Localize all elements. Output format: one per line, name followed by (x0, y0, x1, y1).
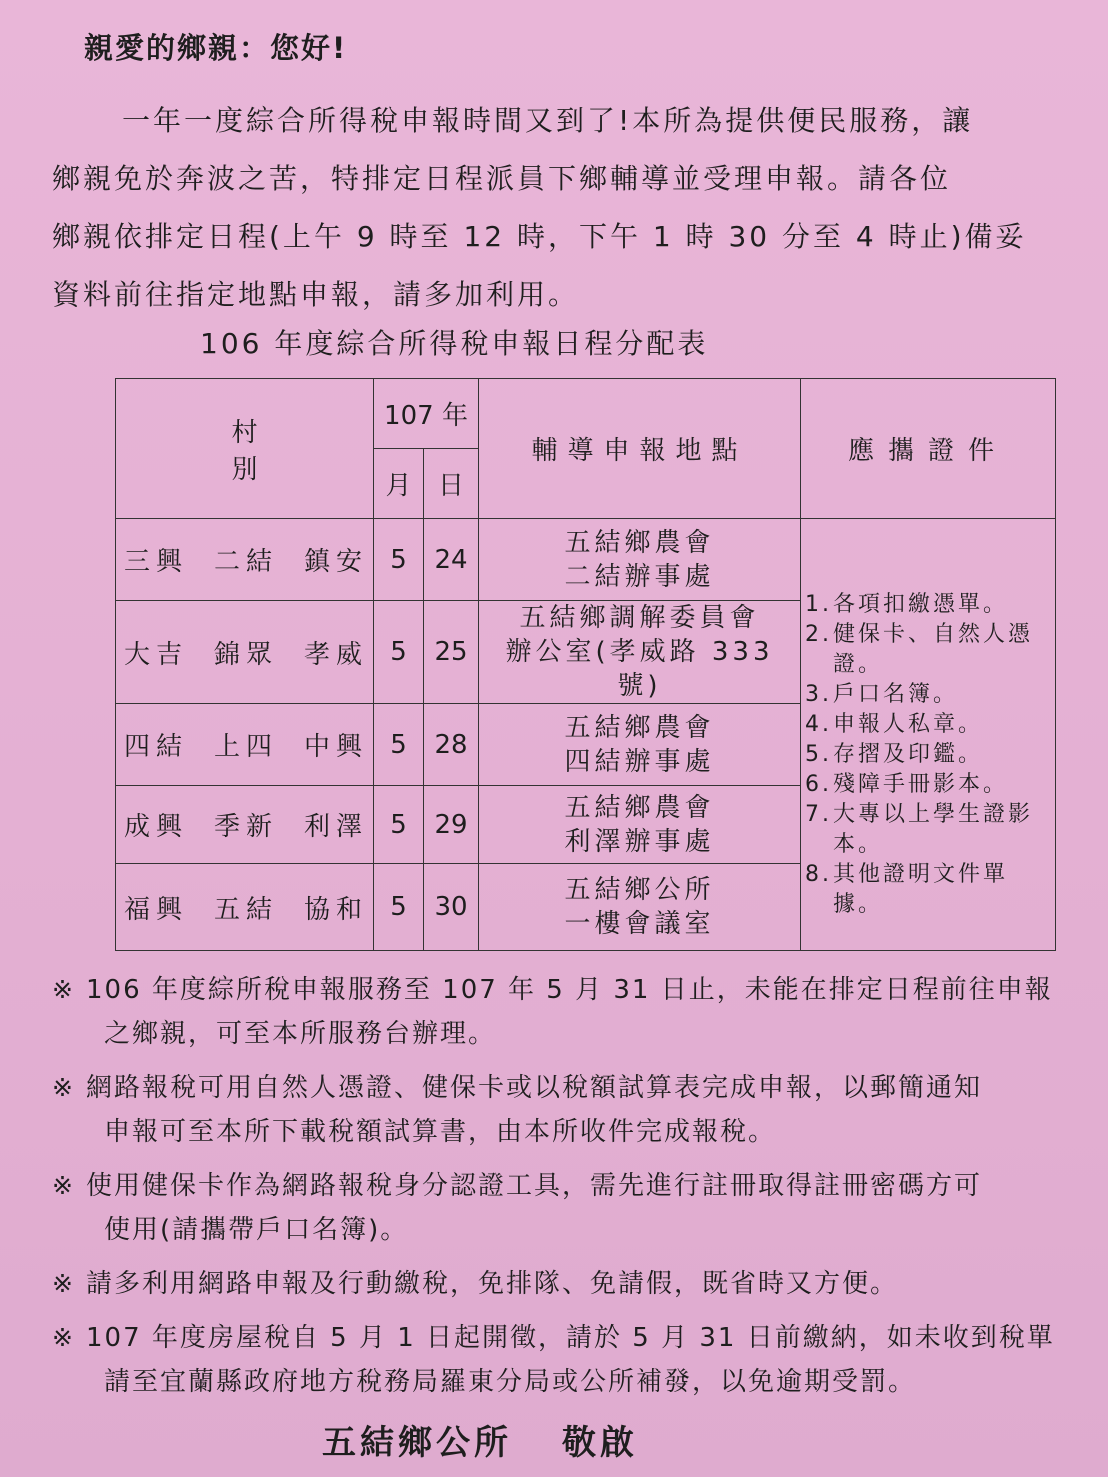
village-name: 三興 (124, 547, 189, 577)
day-cell: 30 (424, 864, 479, 951)
signature-office: 五結鄉公所 (322, 1423, 512, 1463)
location-line: 五結鄉農會 (564, 712, 715, 743)
intro-line: 資料前往指定地點申報，請多加利用。 (52, 278, 580, 311)
village-cell (116, 519, 374, 601)
village-name: 成興 (124, 812, 189, 842)
header-documents: 應攜證件 (801, 379, 1056, 519)
header-location: 輔導申報地點 (479, 379, 801, 519)
village-cell (116, 786, 374, 864)
village-cell (116, 704, 374, 786)
table-header-row (116, 379, 1056, 449)
header-year: 107 年 (374, 379, 479, 449)
note-text: 網路報稅可用自然人憑證、健保卡或以稅額試算表完成申報，以郵簡通知 (86, 1073, 983, 1103)
note-text: 107 年度房屋稅自 5 月 1 日起開徵，請於 5 月 31 日前繳納，如未收到稅單 (86, 1323, 1055, 1353)
intro-line: 一年一度綜合所得稅申報時間又到了!本所為提供便民服務，讓 (122, 104, 974, 137)
month-cell: 5 (374, 601, 424, 704)
location-cell (479, 519, 801, 601)
day-cell: 24 (424, 519, 479, 601)
reference-mark-icon: ※ (52, 1171, 75, 1200)
header-village: 村別 (116, 379, 374, 519)
note-item (52, 1262, 1062, 1306)
document-item: 1. 各項扣繳憑單。 (805, 591, 1009, 617)
day-cell: 28 (424, 704, 479, 786)
month-cell: 5 (374, 864, 424, 951)
document-item: 6. 殘障手冊影本。 (805, 771, 1009, 797)
reference-mark-icon: ※ (52, 975, 75, 1004)
document-item: 7. 大專以上學生證影本。 (805, 801, 1034, 857)
village-name: 季新 (214, 812, 279, 842)
village-name: 鎮安 (304, 547, 369, 577)
location-line: 利澤辦事處 (564, 826, 715, 857)
document-item: 5. 存摺及印鑑。 (805, 741, 984, 767)
month-cell: 5 (374, 519, 424, 601)
schedule-title: 106 年度綜合所得稅申報日程分配表 (200, 327, 709, 360)
note-text: 請多利用網路申報及行動繳稅，免排隊、免請假，既省時又方便。 (86, 1269, 899, 1299)
note-item (52, 1316, 1062, 1404)
village-name: 上四 (214, 732, 279, 762)
note-item (52, 968, 1062, 1056)
reference-mark-icon: ※ (52, 1323, 75, 1352)
header-month: 月 (374, 449, 424, 519)
header-day: 日 (424, 449, 479, 519)
note-item (52, 1066, 1062, 1154)
signature-closing: 敬啟 (562, 1423, 638, 1463)
location-line: 四結辦事處 (564, 746, 715, 777)
village-name: 錦眾 (214, 639, 279, 670)
location-line: 五結鄉調解委員會 (519, 603, 760, 633)
document-item: 8. 其他證明文件單據。 (805, 861, 1009, 917)
intro-line: 鄉親免於奔波之苦，特排定日程派員下鄉輔導並受理申報。請各位 (52, 162, 952, 195)
village-cell (116, 601, 374, 704)
location-line: 辦公室(孝威路 333 號) (505, 637, 774, 701)
day-cell: 29 (424, 786, 479, 864)
note-item (52, 1164, 1062, 1252)
note-text: 之鄉親，可至本所服務台辦理。 (104, 1019, 497, 1049)
village-cell (116, 864, 374, 951)
reference-mark-icon: ※ (52, 1269, 75, 1298)
note-text: 使用(請攜帶戶口名簿)。 (104, 1215, 409, 1245)
intro-paragraph (52, 92, 1052, 324)
note-text: 使用健保卡作為網路報稅身分認證工具，需先進行註冊取得註冊密碼方可 (86, 1171, 983, 1201)
note-text: 106 年度綜所稅申報服務至 107 年 5 月 31 日止，未能在排定日程前往申報 (86, 975, 1053, 1005)
village-name: 二結 (214, 547, 279, 577)
table-row (116, 519, 1056, 601)
village-name: 利澤 (304, 812, 369, 842)
location-cell (479, 704, 801, 786)
document-item: 4. 申報人私章。 (805, 711, 984, 737)
signature (322, 1415, 688, 1464)
village-name: 五結 (214, 894, 279, 925)
village-name: 中興 (304, 732, 369, 762)
village-name: 四結 (124, 732, 189, 762)
location-line: 五結鄉農會 (564, 792, 715, 823)
documents-cell (801, 519, 1056, 951)
location-cell (479, 601, 801, 704)
location-cell (479, 786, 801, 864)
location-line: 五結鄉農會 (564, 527, 715, 558)
note-text: 申報可至本所下載稅額試算書，由本所收件完成報稅。 (104, 1117, 777, 1147)
intro-line: 鄉親依排定日程(上午 9 時至 12 時，下午 1 時 30 分至 4 時止)備妥 (52, 220, 1027, 253)
village-name: 孝威 (304, 639, 369, 670)
reference-mark-icon: ※ (52, 1073, 75, 1102)
village-name: 大吉 (124, 639, 189, 670)
village-name: 福興 (124, 894, 189, 925)
month-cell: 5 (374, 704, 424, 786)
note-text: 請至宜蘭縣政府地方稅務局羅東分局或公所補發，以免逾期受罰。 (104, 1367, 917, 1397)
month-cell: 5 (374, 786, 424, 864)
location-line: 五結鄉公所 (564, 875, 715, 905)
location-line: 一樓會議室 (564, 909, 715, 939)
schedule-table (115, 378, 1056, 951)
notes-section (52, 968, 1062, 1414)
location-line: 二結辦事處 (564, 561, 715, 592)
greeting: 親愛的鄉親：您好! (84, 31, 348, 65)
village-name: 協和 (304, 894, 369, 925)
document-item: 2. 健保卡、自然人憑證。 (805, 621, 1034, 677)
document-item: 3. 戶口名簿。 (805, 681, 959, 707)
location-cell (479, 864, 801, 951)
day-cell: 25 (424, 601, 479, 704)
